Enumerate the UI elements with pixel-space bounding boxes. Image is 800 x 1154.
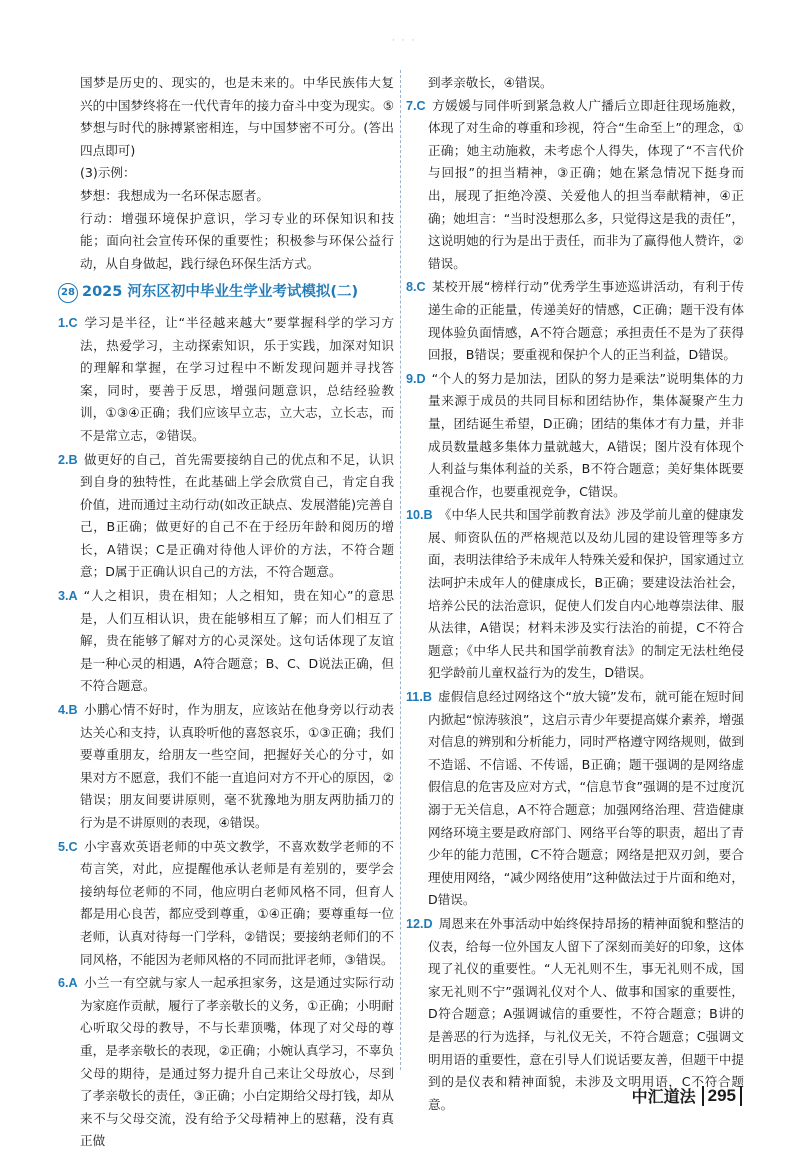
answer-item <box>406 686 744 912</box>
column-divider <box>400 70 401 1070</box>
item-answer: C <box>416 98 426 113</box>
section-title <box>58 281 394 304</box>
item-answer: C <box>416 280 426 295</box>
item-explanation: 小鹏心情不好时，作为朋友，应该站在他身旁以行动表达关心和支持，认真聆听他的喜怒哀乐，①③正确；我们要尊重朋友，给朋友一些空间，把握好关心的分寸，如果对方不愿意，我们不能一直追问对方不开心的原因，②错误；朋友间要讲原则，毫不犹豫地为朋友两肋插刀的行为是不讲原则的表现，④错误。 <box>80 702 394 830</box>
item-answer: A <box>68 589 78 604</box>
brand-name: 中汇道法 <box>631 1087 696 1106</box>
item-answer: A <box>68 976 78 991</box>
right-column <box>406 72 744 1117</box>
item-explanation: 方媛媛与同伴听到紧急救人广播后立即赶往现场施救，体现了对生命的尊重和珍视，符合“生命至上”的理念，①正确；她主动施救，未考虑个人得失，体现了“不言代价与回报”的担当精神，③正确；她在紧急情况下挺身而出，展现了拒绝冷漠、关爱他人的担当奉献精神，④正确；她坦言：“当时没想那么多，只觉得这是我的责任”，这说明她的行为是出于责任，而非为了赢得他人赞许，②错误。 <box>428 97 744 271</box>
item-number: 5. <box>58 839 69 854</box>
item-explanation: 做更好的自己，首先需要接纳自己的优点和不足，认识到自身的独特性，在此基础上学会欣赏自己，肯定自我价值，进而通过主动行动(如改正缺点、发展潜能)完善自己，B正确；做更好的自己不在于经历年龄和阅历的增长，A错误；C是正确对待他人评价的方法，不符合题意；D属于正确认识自己的方法，不符合题意。 <box>80 451 394 580</box>
answer-item <box>58 699 394 835</box>
answer-item <box>58 836 394 972</box>
item-answer: D <box>423 916 433 931</box>
item-explanation: 小宇喜欢英语老师的中英文教学，不喜欢数学老师的不苟言笑，对此，应提醒他承认老师是有差别的，要学会接纳每位老师的不同，他应明白老师风格不同，但育人都是用心良苦，都应受到尊重，①④正确；要尊重每一位老师，认真对待每一门学科，②错误；要接纳老师们的不同风格，不能因为老师风格的不同而批评老师，③错误。 <box>80 838 394 967</box>
item-number: 6. <box>58 976 69 991</box>
section-title-text: 2025 河东区初中毕业生学业考试模拟(二) <box>82 284 359 301</box>
answer-item <box>406 95 744 276</box>
continued-text: 到孝亲敬长，④错误。 <box>428 75 553 90</box>
item-number: 4. <box>58 703 69 718</box>
item-explanation: 《中华人民共和国学前教育法》涉及学前儿童的健康发展、师资队伍的严格规范以及幼儿园的建设管理等多方面，表明法律给予未成年人特殊关爱和保护，国家通过立法呵护未成年人的健康成长，B正确；要建设法治社会，培养公民的法治意识，促使人们发自内心地尊崇法律、服从法律，A错误；材料未涉及实行法治的前提，C不符合题意；《中华人民共和国学前教育法》的制定无法杜绝侵犯学龄前儿童权益行为的发生，D错误。 <box>428 507 744 681</box>
item-number: 8. <box>406 280 417 295</box>
action-text: 行动：增强环境保护意识，学习专业的环保知识和技能；面向社会宣传环保的重要性；积极参与环保公益行动，从自身做起，践行绿色环保生活方式。 <box>80 210 394 271</box>
item-number: 10. <box>406 508 424 523</box>
example-label: (3)示例： <box>80 165 136 181</box>
item-number: 1. <box>58 315 69 330</box>
item-explanation: 学习是半径，让“半径越来越大”要掌握科学的学习方法，热爱学习，主动探索知识，乐于实践，加深对知识的理解和掌握，在学习过程中不断发现问题并寻找答案，同时，要善于反思，增强问题意识，总结经验教训，①③④正确；我们应该早立志，立大志，立长志，而不是常立志，②错误。 <box>80 314 394 443</box>
answer-item <box>58 312 394 448</box>
item-explanation: “个人的努力是加法，团队的努力是乘法”说明集体的力量来源于成员的共同目标和团结协作，集体凝聚产生力量，团结诞生希望，D正确；团结的集体才有力量，并非成员数量越多集体力量就越大，A错误；图片没有体现个人利益与集体利益的关系，B不符合题意；美好集体既要重视合作，也要重视竞争，C错误。 <box>428 370 744 499</box>
page-footer <box>632 1084 742 1107</box>
item-answer: C <box>68 839 78 854</box>
dream-text: 梦想：我想成为一名环保志愿者。 <box>80 187 269 203</box>
section-number-badge: 28 <box>58 283 78 303</box>
scan-marks: · · · <box>392 36 417 46</box>
item-explanation: 某校开展“榜样行动”优秀学生事迹巡讲活动，有利于传递生命的正能量，传递美好的情感，C正确；题干没有体现体验负面情感，A不符合题意；承担责任不是为了获得回报，B错误；要重视和保护个人的正当利益，D错误。 <box>428 279 744 363</box>
item-number: 7. <box>406 98 417 113</box>
left-column <box>58 72 394 1154</box>
item-explanation: “人之相识，贵在相知；人之相知，贵在知心”的意思是，人们互相认识，贵在能够相互了解；而人们相互了解，贵在能够了解对方的心灵深处。这句话体现了友谊是一种心灵的相遇，A符合题意；B、C、D说法正确，但不符合题意。 <box>80 588 394 694</box>
intro-paragraph: 国梦是历史的、现实的，也是未来的。中华民族伟大复兴的中国梦终将在一代代青年的接力奋斗中变为现实。⑤梦想与时代的脉搏紧密相连，与中国梦密不可分。(答出四点即可) <box>80 75 394 158</box>
item-answer: C <box>68 315 78 330</box>
answer-item <box>406 276 744 366</box>
item-answer: D <box>416 371 426 386</box>
item-number: 12. <box>406 916 424 931</box>
answer-item <box>58 972 394 1153</box>
item-explanation: 小兰一有空就与家人一起承担家务，这是通过实际行动为家庭作贡献，履行了孝亲敬长的义务，①正确；小明耐心听取父母的教导，不与长辈顶嘴，体现了对父母的尊重，是孝亲敬长的表现，②正确；小婉认真学习，不辜负父母的期待，是通过努力提升自己来让父母放心，尽到了孝亲敬长的责任，③正确；小白定期给父母打钱，却从来不与父母交流，没有给予父母精神上的慰藉，没有真正做 <box>80 975 394 1149</box>
answer-item <box>58 449 394 585</box>
item-explanation: 周恩来在外事活动中始终保持昂扬的精神面貌和整洁的仪表，给每一位外国友人留下了深刻而美好的印象，这体现了礼仪的重要性。“人无礼则不生，事无礼则不成，国家无礼则不宁”强调礼仪对个人、做事和国家的重要性，D符合题意；A强调诚信的重要性，不符合题意；B讲的是善恶的行为选择，与礼仪无关，不符合题意；C强调文明用语的重要性，意在引导人们说话要友善，但题干中提到的是仪表和精神面貌，未涉及文明用语，C不符合题意。 <box>428 915 744 1112</box>
answer-item <box>406 368 744 504</box>
item-number: 9. <box>406 371 417 386</box>
item-answer: B <box>422 690 432 705</box>
item-answer: B <box>68 452 78 467</box>
item-answer: B <box>423 508 433 523</box>
item-explanation: 虚假信息经过网络这个“放大镜”发布，就可能在短时间内掀起“惊涛骇浪”，这启示青少年要提高媒介素养，增强对信息的辨别和分析能力，同时严格遵守网络规则，做到不造谣、不信谣、不传谣，B正确；题干强调的是网络虚假信息的危害及应对方式，“信息节食”强调的是不过度沉溺于无关信息，A不符合题意；加强网络治理、营造健康网络环境主要是政府部门、网络平台等的职责，超出了青少年的能力范围，C不符合题意；网络是把双刃剑，要合理使用网络，“减少网络使用”这种做法过于片面和绝对，D错误。 <box>428 689 744 908</box>
answer-item <box>58 585 394 698</box>
answer-item <box>406 504 744 685</box>
item-number: 11. <box>406 690 423 705</box>
item-number: 2. <box>58 452 69 467</box>
item-number: 3. <box>58 589 69 604</box>
item-answer: B <box>68 703 78 718</box>
page-number: 295 <box>702 1086 742 1106</box>
